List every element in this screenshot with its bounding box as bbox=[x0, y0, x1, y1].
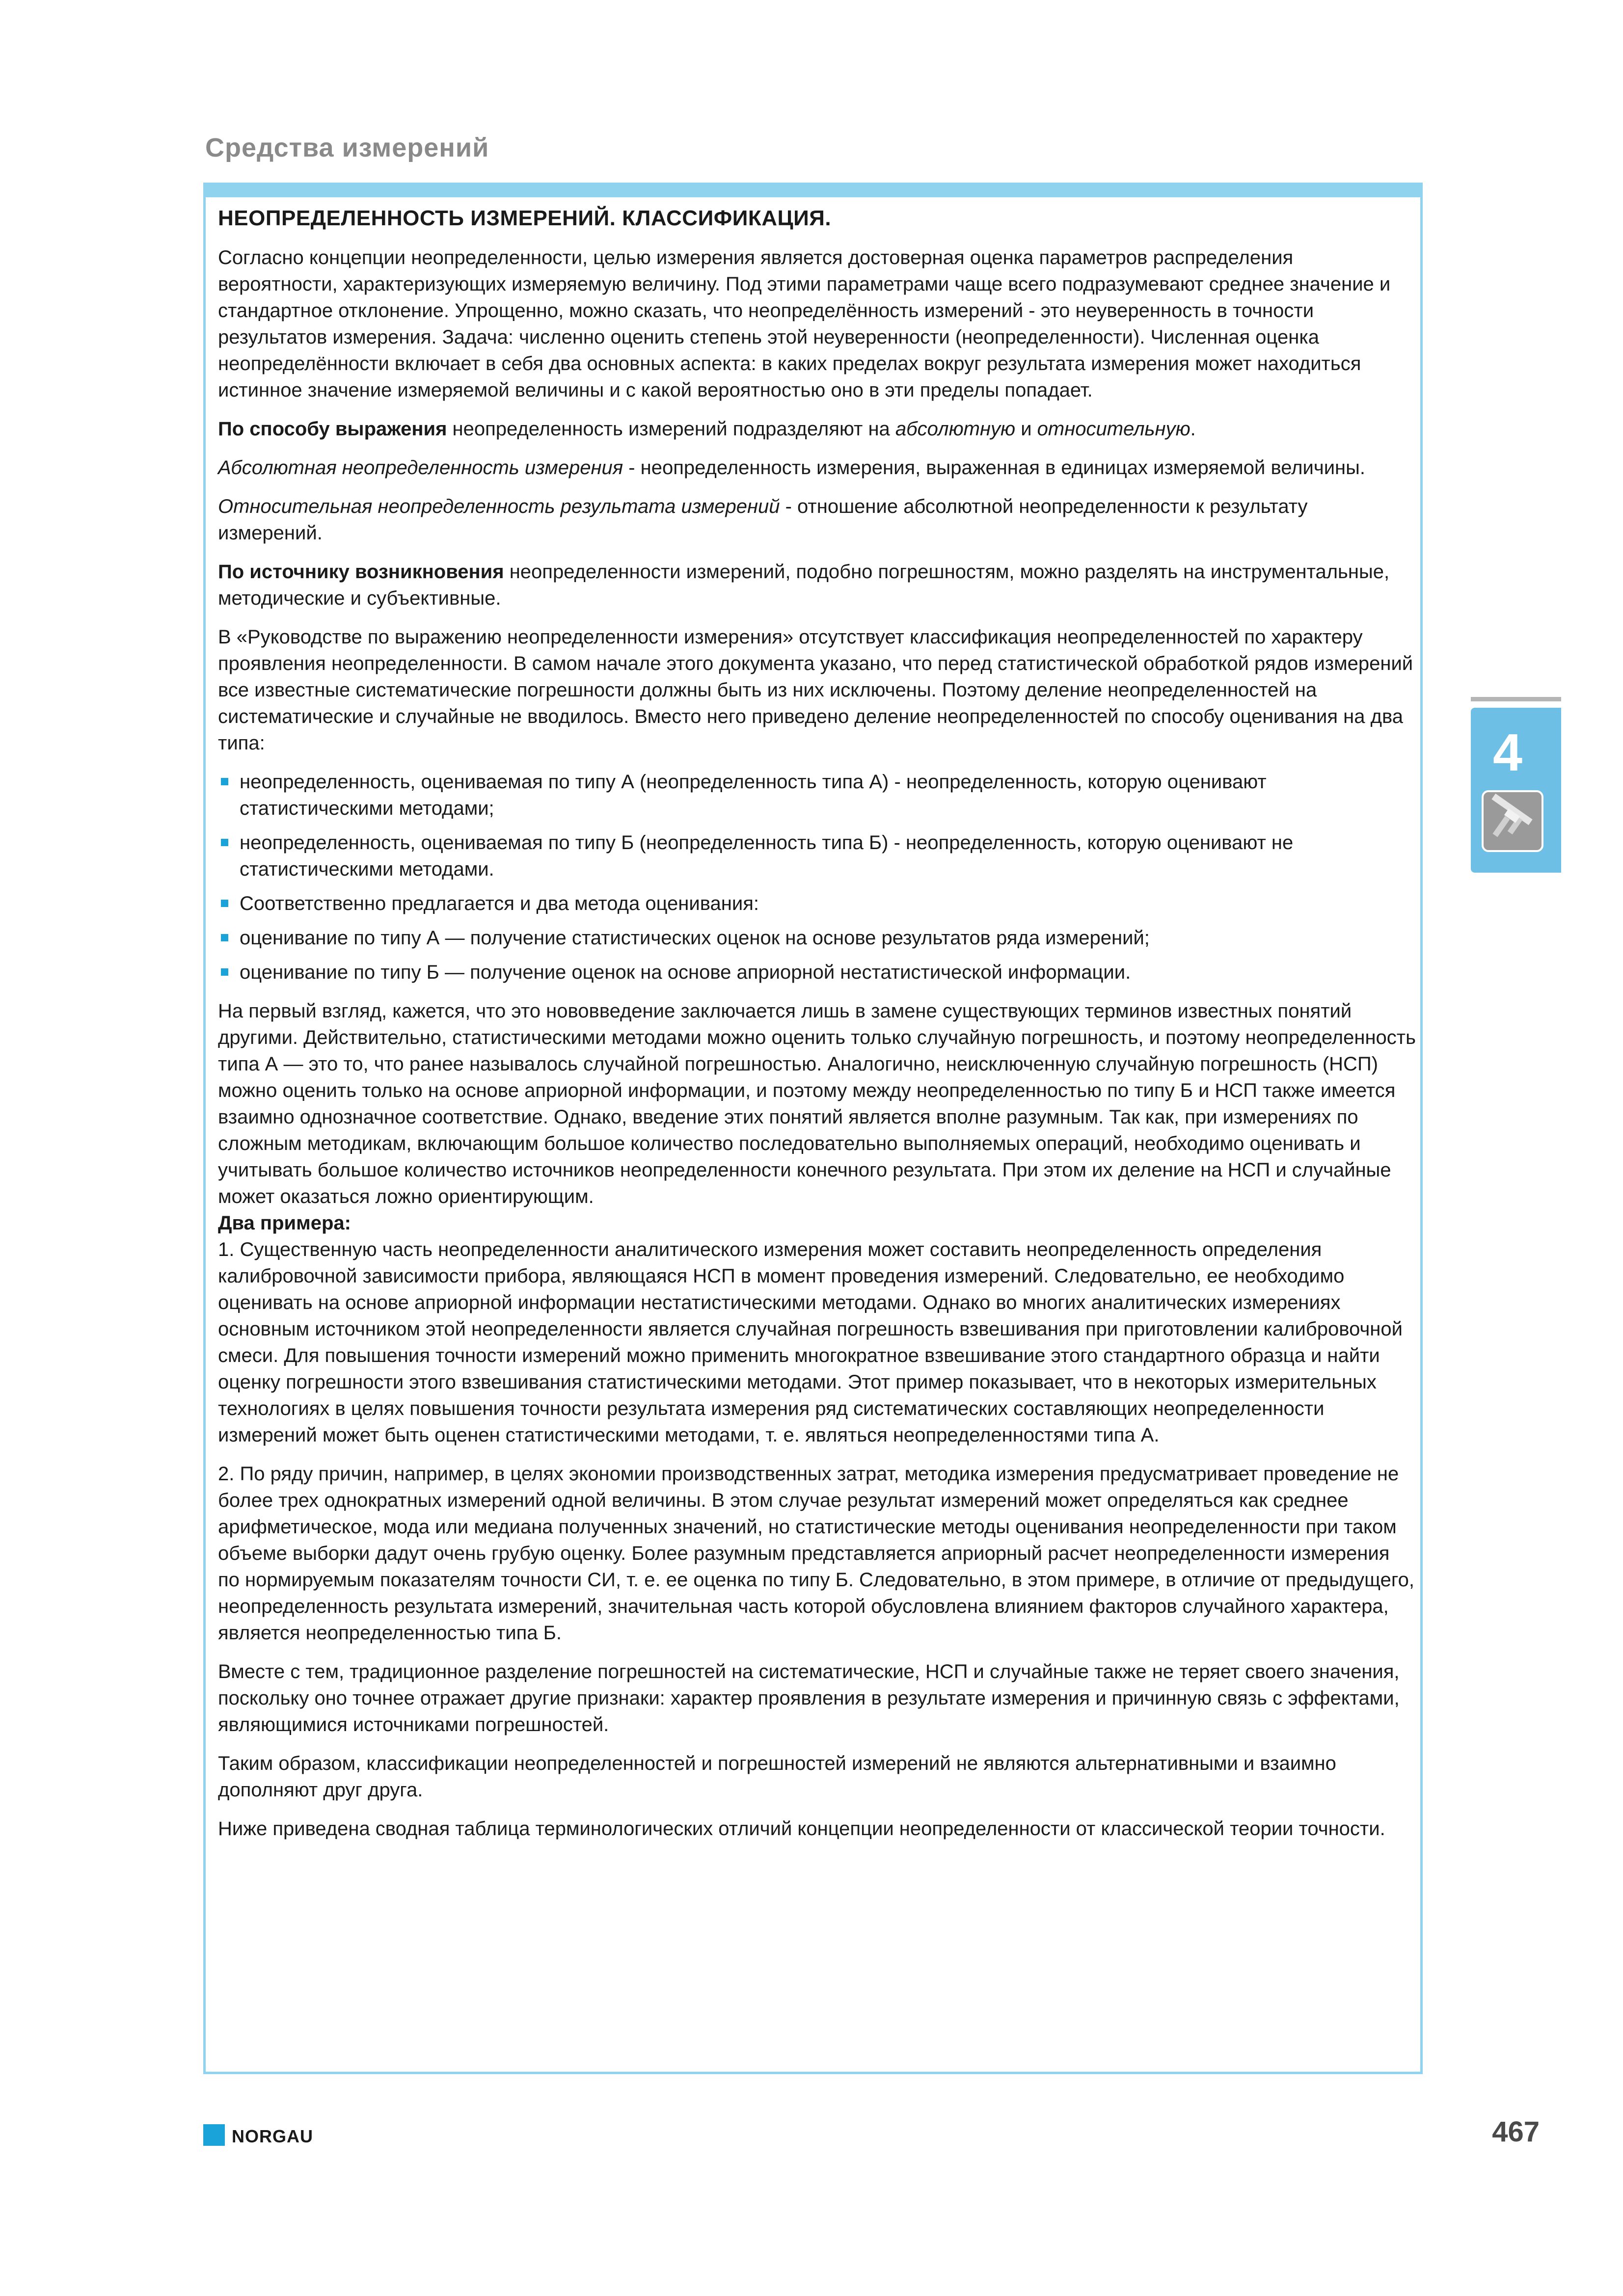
source-lead: По источнику возникновения bbox=[218, 561, 504, 583]
list-item-text: неопределенность, оцениваемая по типу А (неопределенность типа А) - неопределенность, которую оценивают статистическими методами; bbox=[240, 771, 1267, 819]
logo-square-icon bbox=[203, 2124, 225, 2146]
example-1: 1. Существенную часть неопределенности аналитического измерения может составить неопределенность определения калибровочной зависимости прибора, являющаяся НСП в момент проведения измерений. Следовательно, ее необходимо оценивать на основе априорной информации нестатистическими методами. Однако во многих аналитических измерениях основным источником этой неопределенности является случайная погрешность взвешивания при приготовлении калибровочной смеси. Для повышения точности измерений можно применить многократное взвешивание этого стандартного образца и найти оценку погрешности этого взвешивания статистическими методами. Этот пример показывает, что в некоторых измерительных технологиях в целях повышения точности результата измерения ряд систематических составляющих неопределенности измерений может быть оценен статистическими методами, т. е. являться неопределенностями типа А. bbox=[218, 1239, 1403, 1446]
traditional-paragraph: Вместе с тем, традиционное разделение погрешностей на систематические, НСП и случайные также не теряет своего значения, поскольку оно точнее отражает другие признаки: характер проявления в результате измерения и причинную связь с эффектами, являющимися источниками погрешностей. bbox=[218, 1661, 1400, 1735]
chapter-number: 4 bbox=[1492, 722, 1523, 782]
examples-heading-text: Два примера: bbox=[218, 1212, 351, 1234]
examples-heading bbox=[218, 1210, 1416, 1236]
bullet-square-icon bbox=[221, 839, 228, 846]
list-item bbox=[218, 959, 1416, 986]
list-item bbox=[218, 829, 1416, 882]
table-note-paragraph: Ниже приведена сводная таблица терминологических отличий концепции неопределенности от классической теории точности. bbox=[218, 1818, 1385, 1840]
section-title: Средства измерений bbox=[205, 133, 489, 162]
expression-text-3: . bbox=[1190, 418, 1196, 440]
example-2: 2. По ряду причин, например, в целях экономии производственных затрат, методика измерения предусматривает проведение не более трех однократных измерений одной величины. В этом случае результат измерений может определяться как среднее арифметическое, мода или медиана полученных значений, но статистические методы оценивания неопределенности при таком объеме выборки дадут очень грубую оценку. Более разумным представляется априорный расчет неопределенности измерения по нормируемым показателям точности СИ, т. е. ее оценка по типу Б. Следовательно, в этом примере, в отличие от предыдущего, неопределенность результата измерений, значительная часть которой обусловлена влиянием факторов случайного характера, является неопределенностью типа Б. bbox=[218, 1463, 1414, 1644]
footer-brand: NORGAU bbox=[232, 2126, 313, 2146]
guide-paragraph: В «Руководстве по выражению неопределенности измерения» отсутствует классификация неопределенностей по характеру проявления неопределенности. В самом начале этого документа указано, что перед статистической обработкой рядов измерений все известные систематические погрешности должны быть из них исключены. Поэтому деление неопределенностей на систематические и случайные не вводилось. Вместо него приведено деление неопределенностей по способу оценивания на два типа: bbox=[218, 626, 1413, 754]
list-item-text: Соответственно предлагается и два метода оценивания: bbox=[240, 893, 759, 914]
absolute-definition bbox=[218, 454, 1416, 481]
absolute-text: - неопределенность измерения, выраженная в единицах измеряемой величины. bbox=[623, 457, 1365, 479]
bullet-square-icon bbox=[221, 778, 228, 785]
list-item-text: оценивание по типу А — получение статистических оценок на основе результатов ряда измерений; bbox=[240, 927, 1150, 949]
caliper-icon bbox=[1482, 790, 1543, 852]
list-item-text: оценивание по типу Б — получение оценок на основе априорной нестатистической информации. bbox=[240, 961, 1131, 983]
source-paragraph bbox=[218, 559, 1416, 612]
term-relative: относительную bbox=[1037, 418, 1190, 440]
expression-text-2: и bbox=[1015, 418, 1037, 440]
bullet-square-icon bbox=[221, 934, 228, 941]
list-item bbox=[218, 890, 1416, 917]
bullet-list bbox=[218, 769, 1416, 986]
source-text: неопределенности измерений, подобно погрешностям, можно разделять на инструментальные, методические и субъективные. bbox=[218, 561, 1390, 609]
chapter-tab bbox=[1471, 708, 1561, 873]
intro-paragraph: Согласно концепции неопределенности, целью измерения является достоверная оценка параметров распределения вероятности, характеризующих измеряемую величину. Под этими параметрами чаще всего подразумевают среднее значение и стандартное отклонение. Упрощенно, можно сказать, что неопределённость измерений - это неуверенность в точности результатов измерения. Задача: численно оценить степень этой неуверенности (неопределенности). Численная оценка неопределённости включает в себя два основных аспекта: в каких пределах вокруг результата измерения может находиться истинное значение измеряемой величины и с какой вероятностью оно в эти пределы попадает. bbox=[218, 247, 1391, 401]
first-glance-paragraph: На первый взгляд, кажется, что это нововведение заключается лишь в замене существующих терминов известных понятий другими. Действительно, статистическими методами можно оценить только случайную погрешность, и поэтому неопределенность типа А — это то, что ранее называлось случайной погрешностью. Аналогично, неисключенную случайную погрешность (НСП) можно оценить только на основе априорной информации, и поэтому между неопределенностью по типу Б и НСП также имеется взаимно однозначное соответствие. Однако, введение этих понятий является вполне разумным. Так как, при измерениях по сложным методикам, включающим большое количество последовательно выполняемых операций, необходимо оценивать и учитывать большое количество источников неопределенности конечного результата. При этом их деление на НСП и случайные может оказаться ложно ориентирующим. bbox=[218, 1000, 1416, 1207]
term-absolute: абсолютную bbox=[895, 418, 1016, 440]
expression-text-1: неопределенность измерений подразделяют на bbox=[447, 418, 895, 440]
list-item-text: неопределенность, оцениваемая по типу Б (неопределенность типа Б) - неопределенность, которую оценивают не статистическими методами. bbox=[240, 832, 1294, 880]
bullet-square-icon bbox=[221, 968, 228, 976]
bullet-square-icon bbox=[221, 900, 228, 907]
list-item bbox=[218, 925, 1416, 951]
relative-definition bbox=[218, 493, 1416, 546]
chapter-tab-divider bbox=[1471, 697, 1561, 701]
page-number: 467 bbox=[1492, 2116, 1540, 2148]
article-content bbox=[218, 205, 1416, 1854]
expression-paragraph bbox=[218, 416, 1416, 442]
absolute-term: Абсолютная неопределенность измерения bbox=[218, 457, 623, 479]
relative-text: - отношение абсолютной неопределенности к результату измерений. bbox=[218, 496, 1308, 544]
article-heading: НЕОПРЕДЕЛЕННОСТЬ ИЗМЕРЕНИЙ. КЛАССИФИКАЦИЯ. bbox=[218, 206, 832, 230]
expression-lead: По способу выражения bbox=[218, 418, 447, 440]
list-item bbox=[218, 769, 1416, 822]
relative-term: Относительная неопределенность результата измерений bbox=[218, 496, 780, 517]
conclusion-paragraph: Таким образом, классификации неопределенностей и погрешностей измерений не являются альтернативными и взаимно дополняют друг друга. bbox=[218, 1753, 1336, 1801]
